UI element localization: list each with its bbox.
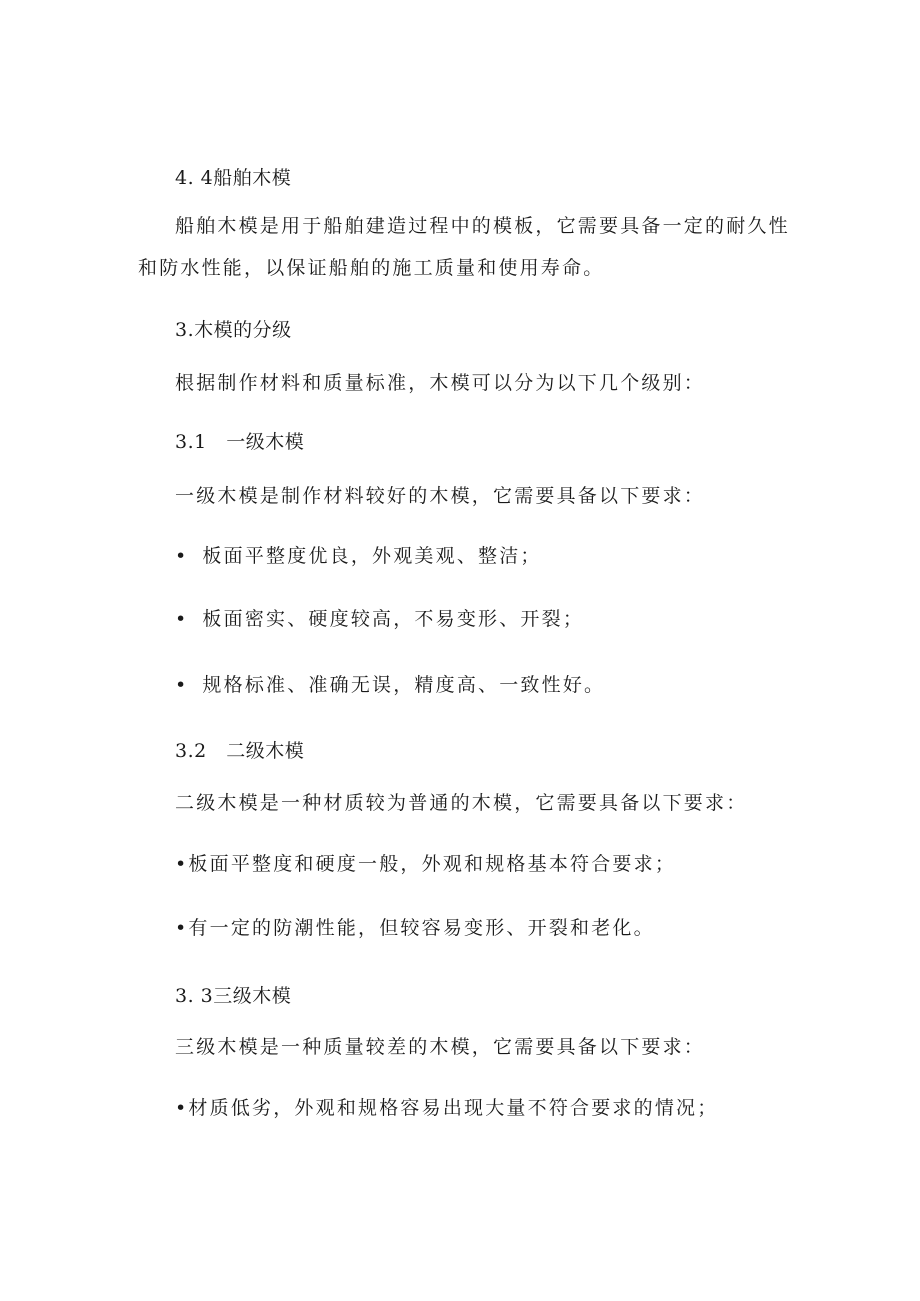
section-heading-3-1: 3.1 一级木模 [175, 431, 305, 453]
list-item [175, 1096, 718, 1120]
list-item-text: 板面平整度和硬度一般，外观和规格基本符合要求； [188, 853, 677, 875]
paragraph-grading-intro: 根据制作材料和质量标准，木模可以分为以下几个级别： [175, 372, 706, 394]
bullet-icon: • [175, 608, 189, 630]
section-heading-4-4: 4. 4船舶木模 [175, 167, 292, 189]
bullet-icon: • [175, 545, 189, 567]
list-item-text: 有一定的防潮性能，但较容易变形、开裂和老化。 [188, 917, 655, 939]
section-heading-3-3: 3. 3三级木模 [175, 985, 292, 1007]
list-item-text: 板面密实、硬度较高，不易变形、开裂； [202, 608, 585, 630]
bullet-icon: • [175, 674, 189, 696]
section-heading-3-2: 3.2 二级木模 [175, 740, 305, 762]
list-item [175, 673, 605, 697]
list-item-text: 材质低劣，外观和规格容易出现大量不符合要求的情况； [188, 1097, 719, 1119]
list-item [175, 852, 676, 876]
paragraph-grade3-intro: 三级木模是一种质量较差的木模，它需要具备以下要求： [175, 1036, 706, 1058]
bullet-icon: • [175, 917, 189, 939]
list-item [175, 916, 655, 940]
list-item-text: 规格标准、准确无误，精度高、一致性好。 [202, 674, 606, 696]
list-item [175, 544, 542, 568]
paragraph-ship-mold-line1: 船舶木模是用于船舶建造过程中的模板，它需要具备一定的耐久性 [175, 215, 790, 237]
list-item [175, 607, 584, 631]
section-heading-3: 3.木模的分级 [175, 319, 292, 341]
bullet-icon: • [175, 1097, 189, 1119]
paragraph-ship-mold-line2: 和防水性能，以保证船舶的施工质量和使用寿命。 [138, 257, 605, 279]
list-item-text: 板面平整度优良，外观美观、整洁； [202, 545, 542, 567]
paragraph-grade2-intro: 二级木模是一种材质较为普通的木模，它需要具备以下要求： [175, 792, 748, 814]
bullet-icon: • [175, 853, 189, 875]
paragraph-grade1-intro: 一级木模是制作材料较好的木模，它需要具备以下要求： [175, 485, 706, 507]
